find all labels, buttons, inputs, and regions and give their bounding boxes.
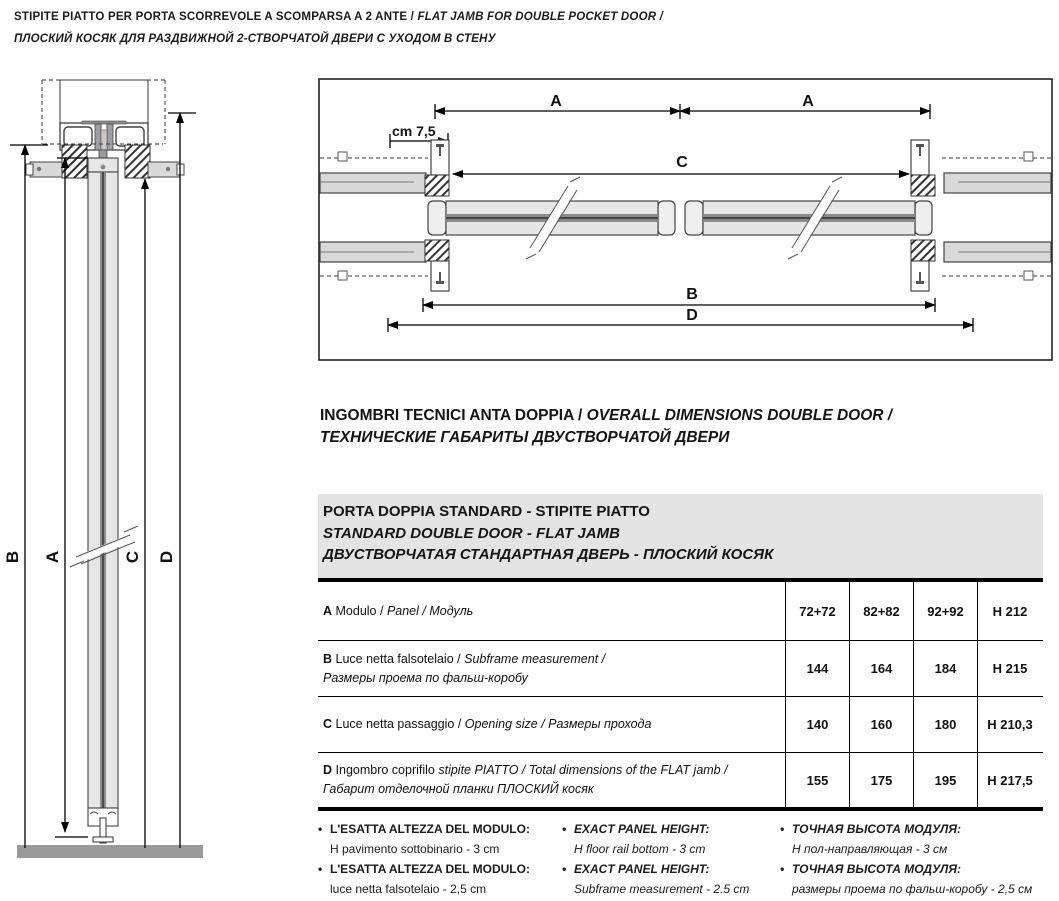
bullet-icon: • [562,862,567,876]
bullet-icon: • [318,862,323,876]
note-item [318,820,558,859]
dim-a-line [43,158,88,837]
plan-view-drawing [318,78,1053,362]
row-text-line2: Размеры проема по фальш-коробу [323,670,528,685]
track-assembly [60,80,148,150]
note-sub: размеры проема по фальш-коробу - 2,5 см [792,881,1033,896]
jamb-hatch-left [62,145,87,178]
row-label [318,753,785,807]
note-sub: Subframe measurement - 2.5 cm [574,881,750,896]
title-line1-it: STIPITE PIATTO PER PORTA SCORREVOLE A SCOMPARSA A 2 ANTE / [14,11,418,23]
dim-c-line [123,179,145,848]
dimensions-table [318,578,1043,811]
vertical-section-drawing [0,78,220,868]
dim-d-line [157,113,196,848]
document-title [14,6,663,50]
dim-c-plan [453,154,909,174]
dim-label-a: A [43,550,62,564]
cell-value: 140 [785,697,849,752]
cell-value: 175 [849,753,913,807]
dim-label-a-right: A [802,93,814,110]
notes-russian [780,820,1055,900]
cell-value: 160 [849,697,913,752]
row-letter: D [323,763,333,777]
hanger-plate [82,121,126,124]
heading-line1-en: OVERALL DIMENSIONS DOUBLE DOOR / [586,407,893,424]
notes-english [562,820,780,900]
bullet-icon: • [562,822,567,836]
title-line1 [14,6,663,28]
note-sub: Н пол-направляющая - 3 см [792,841,948,856]
table-header-line2: STANDARD DOUBLE DOOR - FLAT JAMB [323,524,620,542]
title-line2-ru: ПЛОСКИЙ КОСЯК ДЛЯ РАЗДВИЖНОЙ 2-СТВОРЧАТОЙ ДВЕРИ С УХОДОМ В СТЕНУ [14,33,496,45]
dim-b-plan [423,286,935,312]
note-sub: H pavimento sottobinario - 3 cm [330,841,500,856]
row-text-italic: stipite PIATTO / Total dimensions of the FLAT jamb / [438,763,728,777]
row-letter: A [323,603,333,618]
cell-value: H 215 [977,641,1042,696]
cell-value: 92+92 [913,582,977,640]
dim-label-c-plan: C [676,154,688,171]
bullet-icon: • [780,822,785,836]
table-header-line1: PORTA DOPPIA STANDARD - STIPITE PIATTO [323,503,650,520]
row-text-italic: Subframe measurement / [464,651,606,666]
cell-value: 72+72 [785,582,849,640]
note-item [318,860,558,899]
cell-value: 82+82 [849,582,913,640]
cell-value: 195 [913,753,977,807]
dim-label-b: B [3,550,22,564]
note-head: L'ESATTA ALTEZZA DEL MODULO: [330,822,530,836]
row-label [318,641,785,696]
dim-label-b-plan: B [686,286,698,303]
row-letter: C [323,717,333,731]
panel-bottom-guide [88,808,118,843]
note-head: ТОЧНАЯ ВЫСОТА МОДУЛЯ: [792,822,962,836]
cell-value: H 217,5 [977,753,1042,807]
cell-value: 164 [849,641,913,696]
jamb-lower [425,240,935,291]
heading-line1 [320,405,892,427]
floor-bar [17,845,203,858]
note-item [562,860,780,899]
dim-label-a-left: A [550,93,562,110]
door-panel-section [88,172,118,808]
panel-top-cap [88,150,118,172]
row-letter: B [323,651,333,666]
note-head: EXACT PANEL HEIGHT: [574,862,710,876]
row-text-regular: Luce netta passaggio / [335,717,465,731]
row-text-italic: Opening size / Размеры прохода [464,717,652,731]
note-head: EXACT PANEL HEIGHT: [574,822,710,836]
row-label [318,697,785,752]
cell-value: 155 [785,753,849,807]
note-item [562,820,780,859]
cell-value: H 210,3 [977,697,1042,752]
dim-label-c: C [123,550,142,564]
table-row [318,640,1043,696]
dim-b-line [3,145,48,848]
row-text-regular: Modulo / [335,603,387,618]
heading-line2-ru: ТЕХНИЧЕСКИЕ ГАБАРИТЫ ДВУСТВОРЧАТОЙ ДВЕРИ [320,429,730,446]
table-row [318,696,1043,752]
dim-label-jamb-depth: cm 7,5 [392,123,436,139]
cell-value: H 212 [977,582,1042,640]
notes-italian [318,820,558,900]
table-row [318,582,1043,640]
dim-a-plan [435,93,930,119]
dim-label-d-plan: D [686,307,698,324]
row-text-regular: Luce netta falsotelaio / [335,651,465,666]
cell-value: 180 [913,697,977,752]
note-sub: luce netta falsotelaio - 2,5 cm [330,881,487,896]
row-text-italic: Panel / Модуль [386,603,474,618]
cell-value: 184 [913,641,977,696]
note-head: ТОЧНАЯ ВЫСОТА МОДУЛЯ: [792,862,962,876]
jamb-hatch-right [125,145,150,178]
note-item [780,860,1055,899]
row-text-line2: Габарит отделочной планки ПЛОСКИЙ косяк [323,782,594,796]
bullet-icon: • [318,822,323,836]
note-item [780,820,1055,859]
bullet-icon: • [780,862,785,876]
table-row [318,752,1043,807]
dim-label-d: D [157,550,176,564]
door-panels-plan [428,201,932,235]
section-heading [320,405,892,449]
row-label [318,582,785,640]
table-header-line3: ДВУСТВОРЧАТАЯ СТАНДАРТНАЯ ДВЕРЬ - ПЛОСКИЙ КОСЯК [323,546,774,563]
cell-value: 144 [785,641,849,696]
table-header-band [318,494,1043,578]
row-text-regular: Ingombro coprifilo [335,763,439,777]
dim-d-plan [388,307,973,332]
note-head: L'ESATTA ALTEZZA DEL MODULO: [330,862,530,876]
title-line1-en: FLAT JAMB FOR DOUBLE POCKET DOOR / [417,11,664,23]
heading-line1-it: INGOMBRI TECNICI ANTA DOPPIA / [320,407,587,424]
note-sub: H floor rail bottom - 3 cm [574,841,706,856]
